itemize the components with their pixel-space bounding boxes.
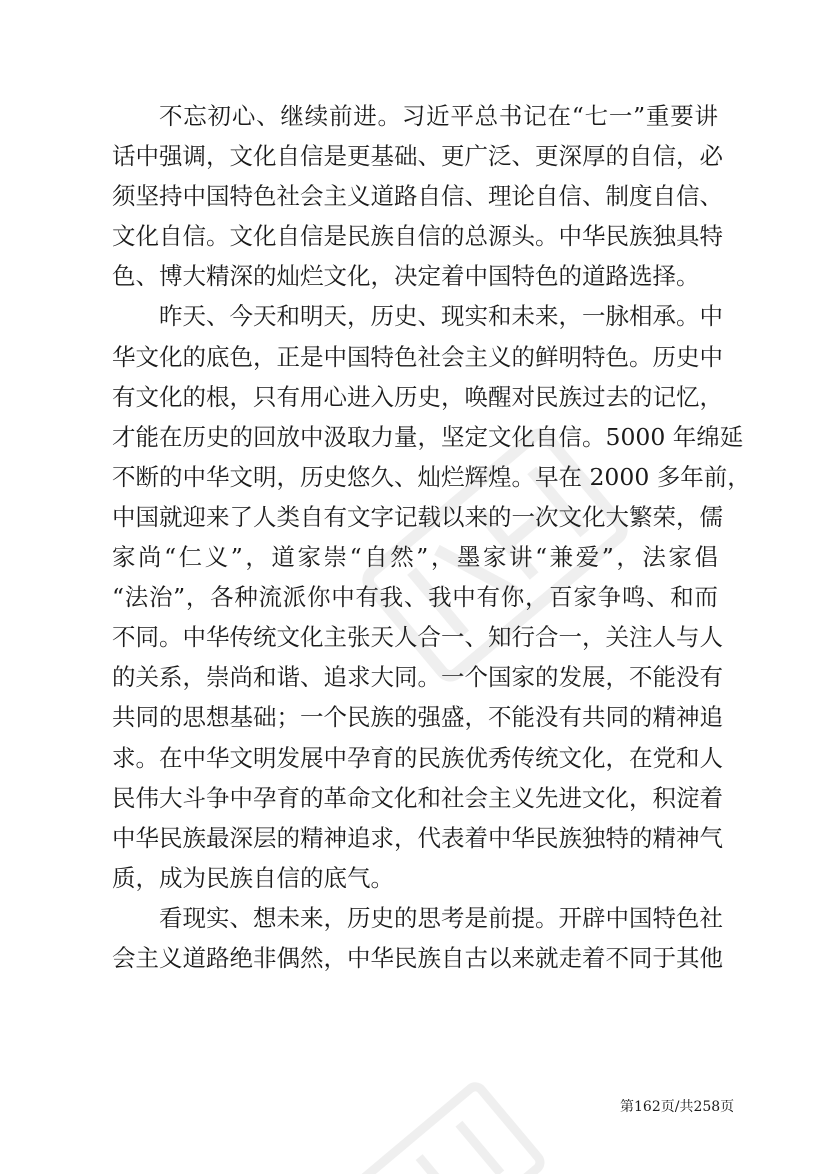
text-line: “法治”，各种流派你中有我、我中有你，百家争鸣、和而 [112, 583, 718, 612]
text-line: 民伟大斗争中孕育的革命文化和社会主义先进文化，积淀着 [112, 783, 723, 812]
text-line: 须坚持中国特色社会主义道路自信、理论自信、制度自信、 [112, 182, 723, 211]
text-line: 才能在历史的回放中汲取力量，坚定文化自信。5000 年绵延 [112, 422, 744, 451]
text-line: 华文化的底色，正是中国特色社会主义的鲜明特色。历史中 [112, 342, 723, 371]
text-line: 会主义道路绝非偶然，中华民族自古以来就走着不同于其他 [112, 943, 723, 972]
text-line: 话中强调，文化自信是更基础、更广泛、更深厚的自信，必 [112, 142, 723, 171]
text-line: 中华民族最深层的精神追求，代表着中华民族独特的精神气 [112, 823, 723, 852]
text-line: 不同。中华传统文化主张天人合一、知行合一，关注人与人 [112, 623, 723, 652]
text-line: 中国就迎来了人类自有文字记载以来的一次文化大繁荣，儒 [112, 502, 723, 531]
text-line: 看现实、想未来，历史的思考是前提。开辟中国特色社 [159, 903, 723, 932]
text-line: 文化自信。文化自信是民族自信的总源头。中华民族独具特 [112, 222, 723, 251]
text-line: 质，成为民族自信的底气。 [112, 863, 394, 892]
body-text [112, 96, 751, 978]
text-line: 求。在中华文明发展中孕育的民族优秀传统文化，在党和人 [112, 743, 723, 772]
watermark-fragment-icon [310, 1050, 570, 1174]
text-line: 的关系，崇尚和谐、追求大同。一个国家的发展，不能没有 [112, 663, 723, 692]
text-line: 家尚“仁义”，道家崇“自然”，墨家讲“兼爱”，法家倡 [112, 543, 718, 572]
text-line: 共同的思想基础；一个民族的强盛，不能没有共同的精神追 [112, 703, 723, 732]
text-line: 色、博大精深的灿烂文化，决定着中国特色的道路选择。 [112, 262, 700, 291]
text-line: 有文化的根，只有用心进入历史，唤醒对民族过去的记忆， [112, 382, 723, 411]
text-line: 不忘初心、继续前进。习近平总书记在“七一”重要讲 [159, 102, 718, 130]
page-number: 第162页/共258页 [620, 1099, 735, 1115]
text-line: 昨天、今天和明天，历史、现实和未来，一脉相承。中 [159, 302, 723, 331]
text-line: 不断的中华文明，历史悠久、灿烂辉煌。早在 2000 多年前， [112, 462, 751, 491]
